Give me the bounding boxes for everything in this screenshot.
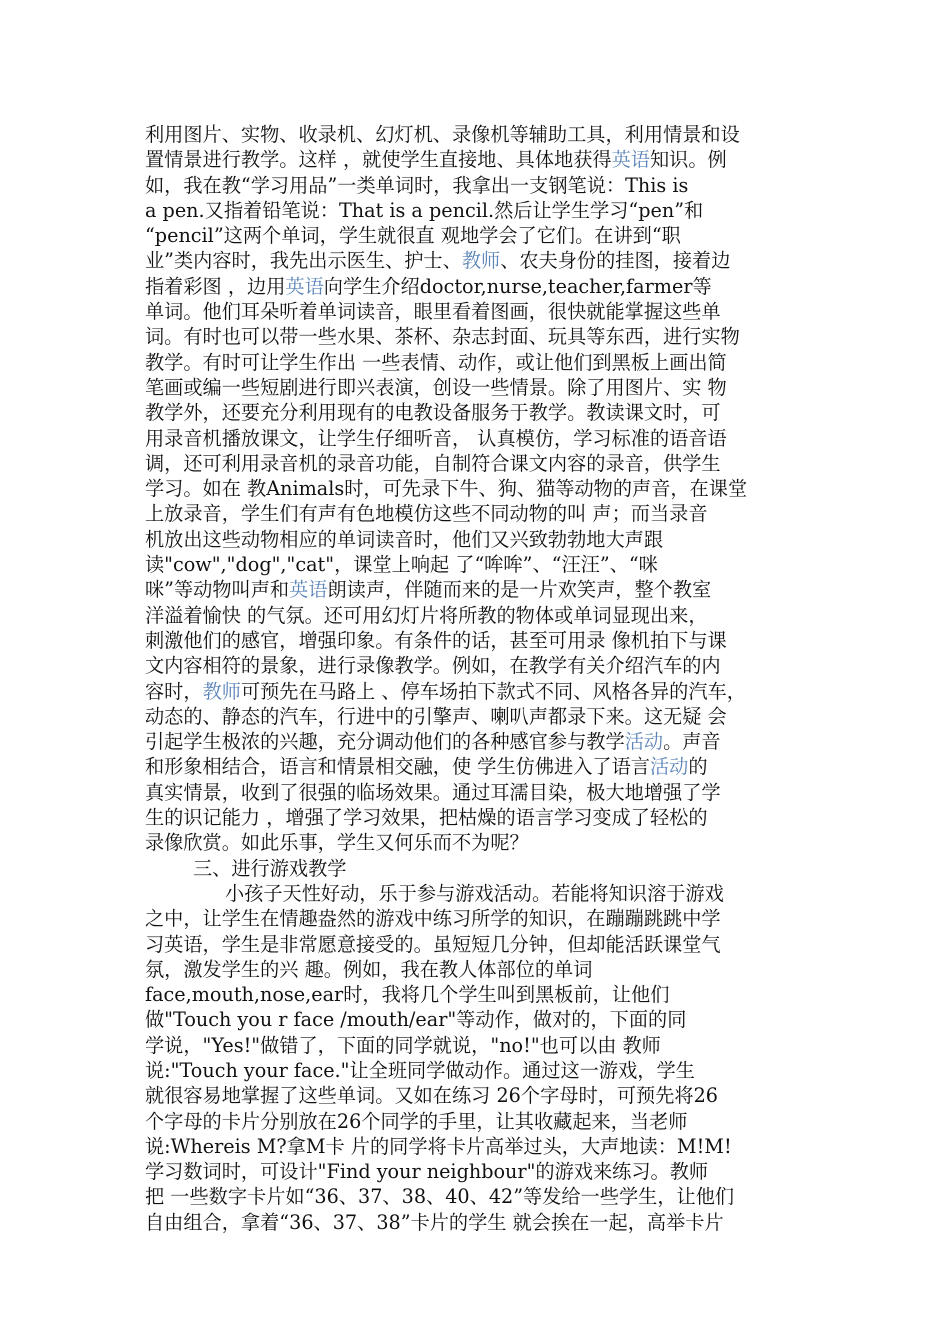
text-run: 词。有时也可以带一些水果、茶杯、杂志封面、玩具等东西，进行实物: [145, 325, 740, 349]
text-run: 洋溢着愉快 的气氛。还可用幻灯片将所教的物体或单词显现出来，: [145, 603, 708, 627]
text-line: [145, 805, 817, 830]
text-run: 学习。如在 教Animals时，可先录下牛、狗、猫等动物的声音，在课堂: [145, 477, 748, 501]
text-line: [145, 299, 817, 324]
text-line: [145, 856, 817, 881]
text-line: [145, 375, 817, 400]
keyword-link[interactable]: 教师: [202, 679, 241, 703]
text-line: [145, 957, 817, 982]
text-run: 就很容易地掌握了这些单词。又如在练习 26个字母时，可预先将26: [145, 1084, 718, 1108]
text-run: 指着彩图 ，边用: [145, 274, 286, 298]
text-run: 。声音: [663, 730, 721, 754]
text-run: 上放录音，学生们有声有色地模仿这些不同动物的叫 声；而当录音: [145, 502, 708, 526]
text-run: 动态的、静态的汽车，行进中的引擎声、喇叭声都录下来。这无疑 会: [145, 704, 727, 728]
text-run: 氛，激发学生的兴 趣。例如，我在教人体部位的单词: [145, 957, 593, 981]
text-run: 习英语，学生是非常愿意接受的。虽短短几分钟，但却能活跃课堂气: [145, 932, 721, 956]
text-run: 说:Whereis M?拿M卡 片的同学将卡片高举过头，大声地读：M!M!: [145, 1134, 732, 1158]
text-run: 机放出这些动物相应的单词读音时，他们又兴致勃勃地大声跟: [145, 527, 664, 551]
text-line: [145, 1007, 817, 1032]
text-run: 单词。他们耳朵听着单词读音，眼里看着图画，很快就能掌握这些单: [145, 300, 721, 324]
text-line: [145, 350, 817, 375]
text-line: [145, 1134, 817, 1159]
text-run: 的: [688, 755, 708, 779]
text-line: [145, 122, 817, 147]
text-run: 利用图片、实物、收录机、幻灯机、录像机等辅助工具，利用情景和设: [145, 123, 740, 146]
text-run: 如，我在教“学习用品”一类单词时，我拿出一支钢笔说：This is: [145, 173, 689, 197]
text-line: [145, 830, 817, 855]
text-run: 、农夫身份的挂图，接着边: [500, 249, 731, 273]
text-run: 小孩子天性好动，乐于参与游戏活动。若能将知识溶于游戏: [225, 881, 724, 905]
text-run: 生的识记能力 ，增强了学习效果，把枯燥的语言学习变成了轻松的: [145, 806, 708, 830]
text-run: 学说，"Yes!"做错了，下面的同学就说，"no!"也可以由 教师: [145, 1033, 661, 1057]
text-run: 笔画或编一些短剧进行即兴表演，创设一些情景。除了用图片、实 物: [145, 375, 727, 399]
text-run: face,mouth,nose,ear时，我将几个学生叫到黑板前，让他们: [145, 983, 670, 1007]
text-line: [145, 1083, 817, 1108]
text-run: 录像欣赏。如此乐事，学生又何乐而不为呢？: [145, 831, 529, 855]
text-line: [145, 476, 817, 501]
text-run: 引起学生极浓的兴趣，充分调动他们的各种感官参与教学: [145, 730, 625, 754]
text-line: [145, 780, 817, 805]
text-line: [145, 653, 817, 678]
text-run: 做"Touch you r face /mouth/ear"等动作，做对的，下面的同: [145, 1008, 687, 1032]
text-line: [145, 552, 817, 577]
text-line: [145, 527, 817, 552]
text-run: 朗读声，伴随而来的是一片欢笑声，整个教室: [327, 578, 712, 602]
text-line: [145, 426, 817, 451]
text-run: 调，还可利用录音机的录音功能，自制符合课文内容的录音，供学生: [145, 451, 721, 475]
text-run: 刺激他们的感官，增强印象。有条件的话，甚至可用录 像机拍下与课: [145, 628, 727, 652]
text-line: [145, 1184, 817, 1209]
text-run: 教学外，还要充分利用现有的电教设备服务于教学。教读课文时，可: [145, 401, 721, 425]
text-run: a pen.又指着铅笔说：That is a pencil.然后让学生学习“pen”和: [145, 198, 704, 222]
text-run: 业”类内容时，我先出示医生、护士、: [145, 249, 462, 273]
text-run: 向学生介绍doctor,nurse,teacher,farmer等: [323, 274, 712, 298]
text-line: [145, 147, 817, 172]
text-line: [145, 1210, 817, 1235]
text-line: [145, 704, 817, 729]
text-run: 知识。例: [649, 148, 727, 172]
document-body: [145, 122, 817, 1235]
text-line: [145, 628, 817, 653]
text-line: [145, 679, 817, 704]
text-line: [145, 577, 817, 602]
text-line: [145, 173, 817, 198]
keyword-link[interactable]: 英语: [611, 148, 650, 172]
text-run: 咪”等动物叫声和: [145, 578, 290, 602]
text-line: [145, 248, 817, 273]
text-run: 和形象相结合，语言和情景相交融，使 学生仿佛进入了语言: [145, 755, 650, 779]
text-line: [145, 223, 817, 248]
text-line: [145, 1033, 817, 1058]
keyword-link[interactable]: 活动: [649, 755, 689, 779]
text-run: 文内容相符的景象，进行录像教学。例如，在教学有关介绍汽车的内: [145, 654, 721, 678]
text-line: [145, 501, 817, 526]
text-run: 可预先在马路上 、停车场拍下款式不同、风格各异的汽车，: [240, 679, 746, 703]
text-line: [145, 198, 817, 223]
text-run: 置情景进行教学。这样 ，就使学生直接地、具体地获得: [145, 148, 612, 172]
text-line: [145, 754, 817, 779]
text-run: 读"cow","dog","cat"，课堂上响起 了“哞哞”、“汪汪”、“咪: [145, 553, 658, 577]
text-line: [145, 603, 817, 628]
text-line: [145, 932, 817, 957]
text-run: “pencil”这两个单词，学生就很直 观地学会了它们。在讲到“职: [145, 224, 681, 248]
text-run: 学习数词时，可设计"Find your neighbour"的游戏来练习。教师: [145, 1160, 709, 1184]
keyword-link[interactable]: 活动: [624, 730, 664, 754]
text-line: [145, 881, 817, 906]
text-line: [145, 451, 817, 476]
text-line: [145, 729, 817, 754]
text-run: 个字母的卡片分别放在26个同学的手里，让其收藏起来，当老师: [145, 1109, 688, 1133]
text-run: 教学。有时可让学生作出 一些表情、动作，或让他们到黑板上画出简: [145, 350, 727, 374]
keyword-link[interactable]: 教师: [461, 249, 501, 273]
text-run: 真实情景，收到了很强的临场效果。通过耳濡目染，极大地增强了学: [145, 780, 721, 804]
text-run: 容时，: [145, 679, 203, 703]
text-line: [145, 906, 817, 931]
text-run: 把 一些数字卡片如“36、37、38、40、42”等发给一些学生，让他们: [145, 1185, 735, 1209]
keyword-link[interactable]: 英语: [289, 578, 328, 602]
text-run: 三、进行游戏教学: [193, 856, 347, 880]
text-line: [145, 274, 817, 299]
text-line: [145, 982, 817, 1007]
text-run: 用录音机播放课文，让学生仔细听音， 认真模仿，学习标准的语音语: [145, 426, 727, 450]
text-line: [145, 400, 817, 425]
text-line: [145, 1109, 817, 1134]
text-line: [145, 1159, 817, 1184]
text-line: [145, 324, 817, 349]
keyword-link[interactable]: 英语: [285, 274, 324, 298]
text-run: 自由组合，拿着“36、37、38”卡片的学生 就会挨在一起，高举卡片: [145, 1210, 724, 1234]
text-run: 说:"Touch your face."让全班同学做动作。通过这一游戏，学生: [145, 1058, 695, 1082]
text-run: 之中，让学生在情趣盎然的游戏中练习所学的知识，在蹦蹦跳跳中学: [145, 907, 721, 931]
text-line: [145, 1058, 817, 1083]
